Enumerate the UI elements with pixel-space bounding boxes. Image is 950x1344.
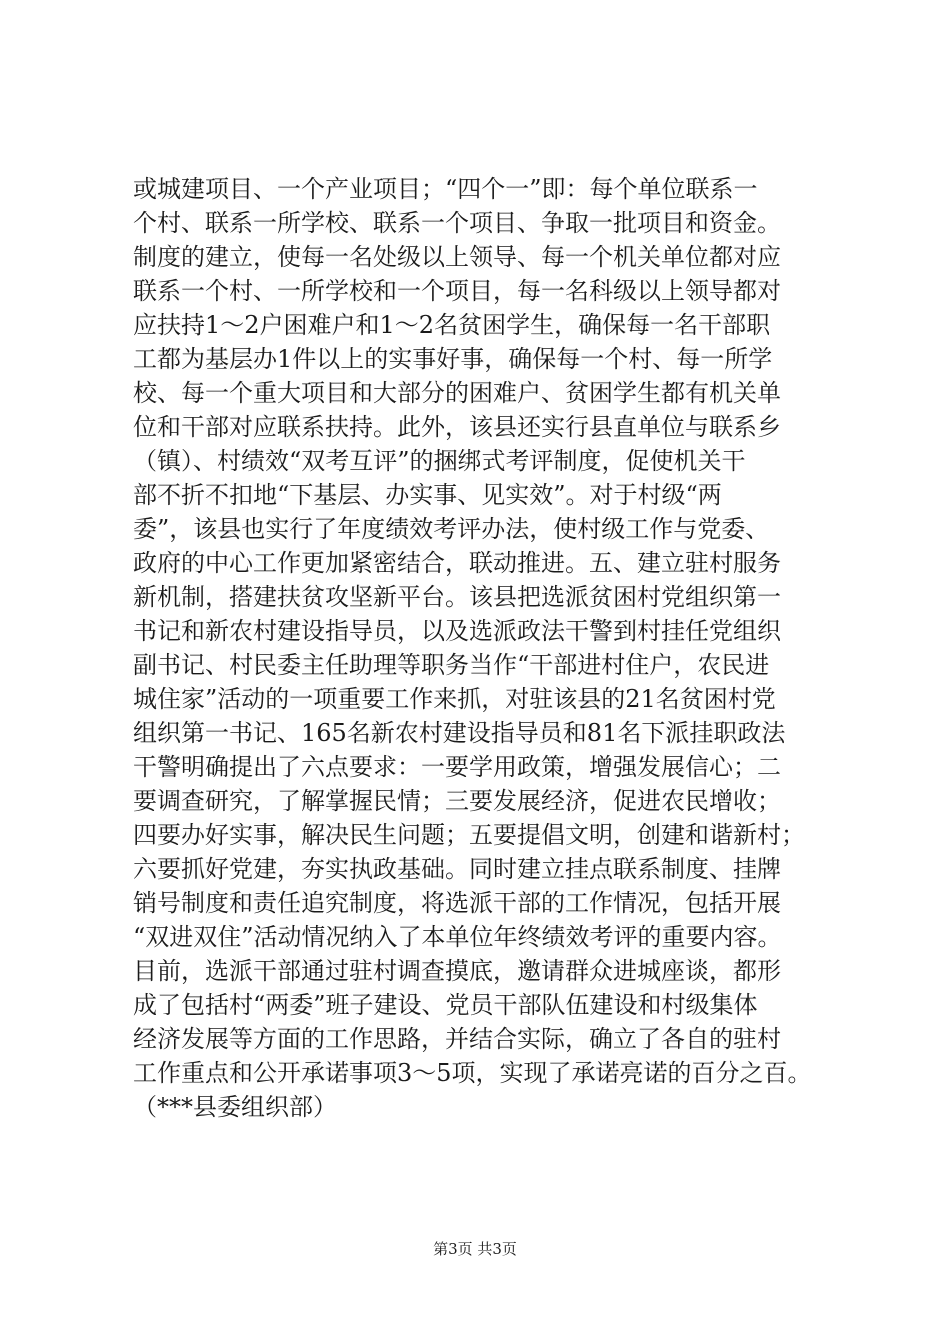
text-line: 副书记、村民委主任助理等职务当作“干部进村住户，农民进 xyxy=(133,651,770,679)
text-line: （镇）、村绩效“双考互评”的捆绑式考评制度，促使机关干 xyxy=(133,447,746,475)
text-line: 联系一个村、一所学校和一个项目，每一名科级以上领导都对 xyxy=(133,277,781,305)
text-line: 部不折不扣地“下基层、办实事、见实效”。对于村级“两 xyxy=(133,481,722,509)
text-line: 目前，选派干部通过驻村调查摸底，邀请群众进城座谈，都形 xyxy=(133,957,781,985)
article-body xyxy=(133,172,833,1124)
text-line: 应扶持1～2户困难户和1～2名贫困学生，确保每一名干部职 xyxy=(133,311,771,339)
text-line: 制度的建立，使每一名处级以上领导、每一个机关单位都对应 xyxy=(133,243,781,271)
text-line: 位和干部对应联系扶持。此外，该县还实行县直单位与联系乡 xyxy=(133,413,781,441)
text-line: 经济发展等方面的工作思路，并结合实际，确立了各自的驻村 xyxy=(133,1025,781,1053)
page-number-footer: 第3页 共3页 xyxy=(433,1240,517,1258)
text-line: 四要办好实事，解决民生问题；五要提倡文明，创建和谐新村； xyxy=(133,821,805,849)
text-line: 城住家”活动的一项重要工作来抓，对驻该县的21名贫困村党 xyxy=(133,685,776,713)
text-line: 销号制度和责任追究制度，将选派干部的工作情况，包括开展 xyxy=(133,889,781,917)
text-line: 干警明确提出了六点要求：一要学用政策，增强发展信心；二 xyxy=(133,753,781,781)
text-line: 政府的中心工作更加紧密结合，联动推进。五、建立驻村服务 xyxy=(133,549,781,577)
text-line: 个村、联系一所学校、联系一个项目、争取一批项目和资金。 xyxy=(133,209,781,237)
text-line: 六要抓好党建，夯实执政基础。同时建立挂点联系制度、挂牌 xyxy=(133,855,781,883)
text-line: 成了包括村“两委”班子建设、党员干部队伍建设和村级集体 xyxy=(133,991,758,1019)
text-line: 或城建项目、一个产业项目；“四个一”即：每个单位联系一 xyxy=(133,175,758,203)
text-line: 新机制，搭建扶贫攻坚新平台。该县把选派贫困村党组织第一 xyxy=(133,583,781,611)
text-line: 组织第一书记、165名新农村建设指导员和81名下派挂职政法 xyxy=(133,719,786,747)
text-line: 要调查研究，了解掌握民情；三要发展经济，促进农民增收； xyxy=(133,787,781,815)
source-attribution: （***县委组织部） xyxy=(133,1093,337,1121)
text-line: 书记和新农村建设指导员，以及选派政法干警到村挂任党组织 xyxy=(133,617,781,645)
text-line: “双进双住”活动情况纳入了本单位年终绩效考评的重要内容。 xyxy=(133,923,782,951)
text-line: 校、每一个重大项目和大部分的困难户、贫困学生都有机关单 xyxy=(133,379,781,407)
text-line: 工作重点和公开承诺事项3～5项，实现了承诺亮诺的百分之百。 xyxy=(133,1059,812,1087)
text-line: 工都为基层办1件以上的实事好事，确保每一个村、每一所学 xyxy=(133,345,773,373)
text-line: 委”，该县也实行了年度绩效考评办法，使村级工作与党委、 xyxy=(133,515,770,543)
